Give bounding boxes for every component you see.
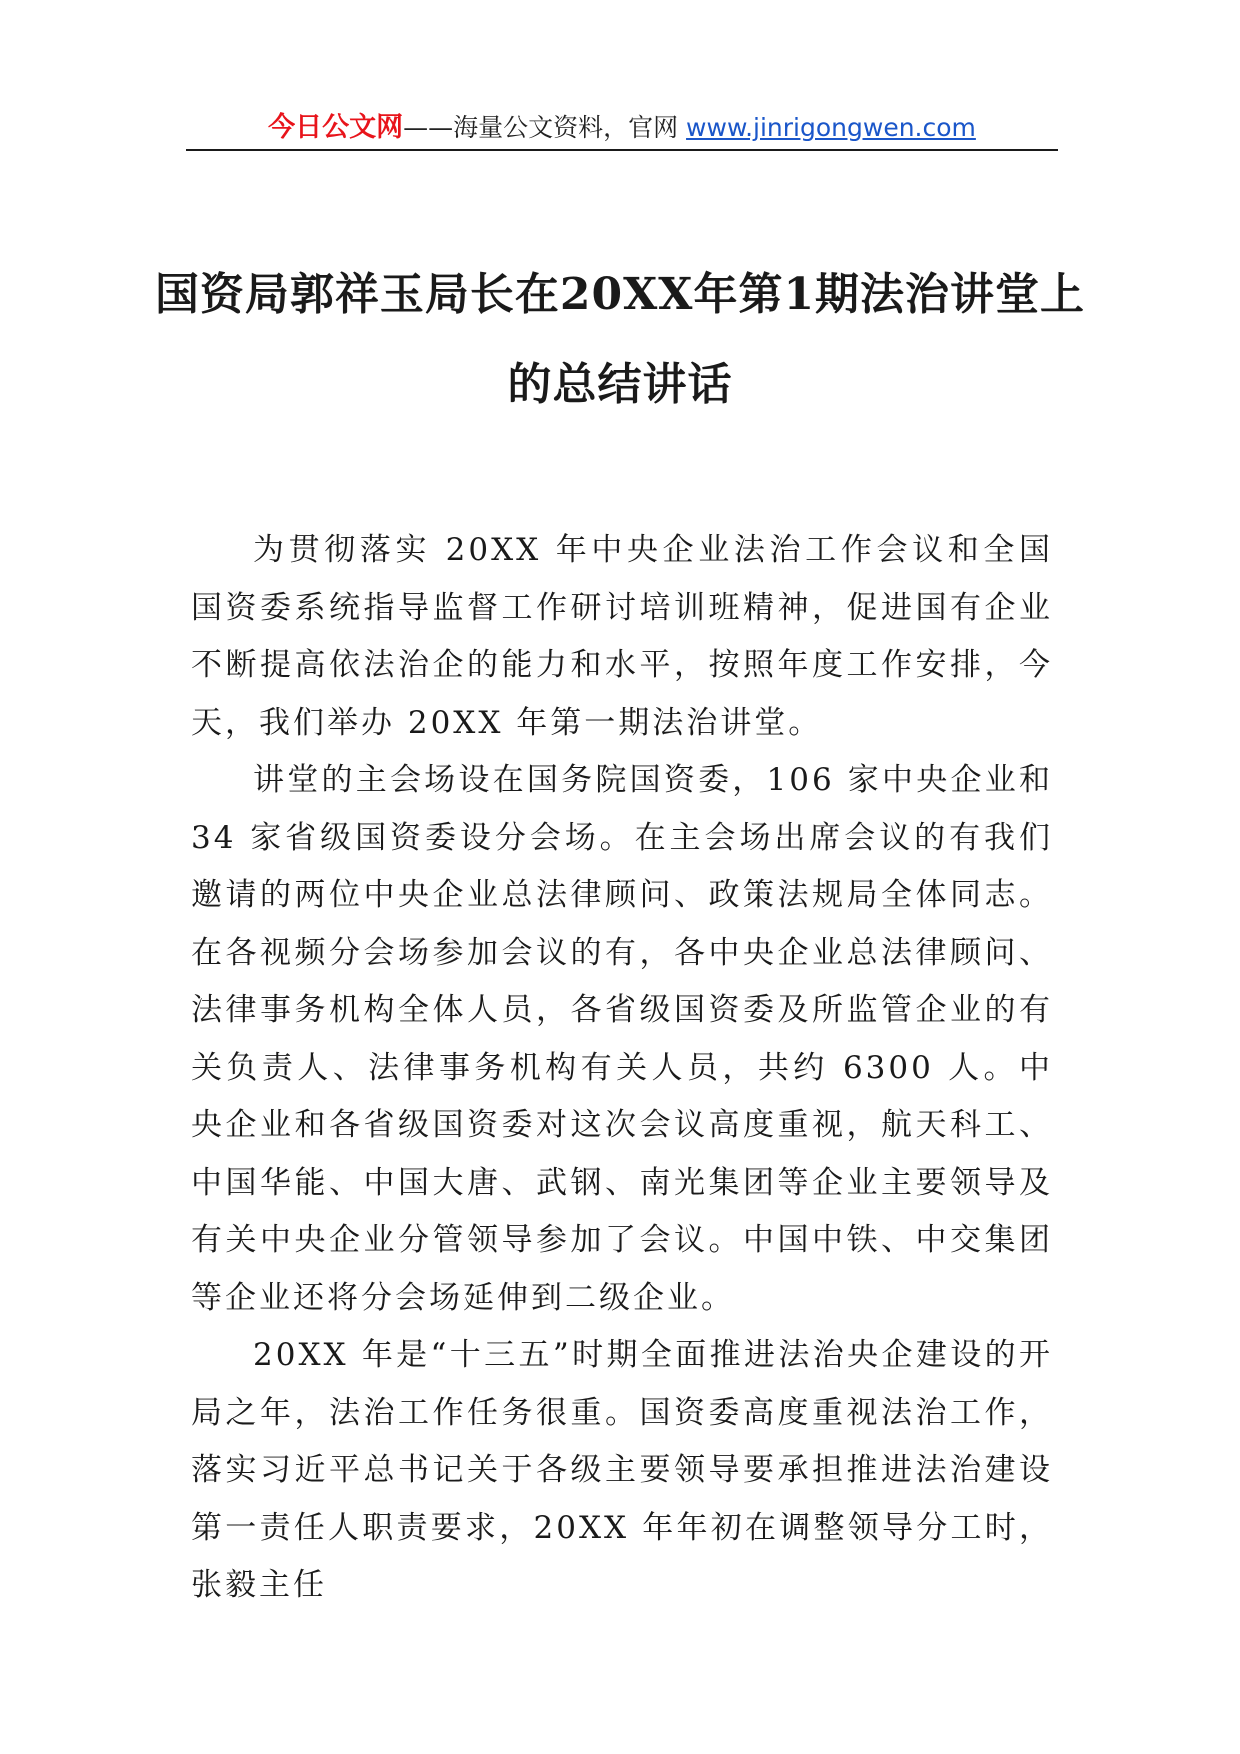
site-tagline: ——海量公文资料，官网 xyxy=(403,113,687,142)
site-url-link[interactable]: www.jinrigongwen.com xyxy=(686,113,976,142)
document-title: 国资局郭祥玉局长在20XX年第1期法治讲堂上的总结讲话 xyxy=(154,269,1086,410)
paragraph-1: 为贯彻落实 20XX 年中央企业法治工作会议和全国国资委系统指导监督工作研讨培训班精神，促进国有企业不断提高依法治企的能力和水平，按照年度工作安排，今天，我们举办 20XX 年第一期法治讲堂。 xyxy=(191,532,1053,741)
document-body xyxy=(191,522,1053,1615)
paragraph-3: 20XX 年是“十三五”时期全面推进法治央企建设的开局之年，法治工作任务很重。国资委高度重视法治工作，落实习近平总书记关于各级主要领导要承担推进法治建设第一责任人职责要求，20XX 年年初在调整领导分工时，张毅主任 xyxy=(191,1337,1053,1603)
site-header xyxy=(186,108,1058,148)
paragraph-2: 讲堂的主会场设在国务院国资委，106 家中央企业和 34 家省级国资委设分会场。在主会场出席会议的有我们邀请的两位中央企业总法律顾问、政策法规局全体同志。在各视频分会场参加会议的有，各中央企业总法律顾问、法律事务机构全体人员，各省级国资委及所监管企业的有关负责人、法律事务机构有关人员，共约 6300 人。中央企业和各省级国资委对这次会议高度重视，航天科工、中国华能、中国大唐、武钢、南光集团等企业主要领导及有关中央企业分管领导参加了会议。中国中铁、中交集团等企业还将分会场延伸到二级企业。 xyxy=(191,762,1053,1316)
site-brand[interactable]: 今日公文网 xyxy=(268,112,404,143)
header-divider xyxy=(186,149,1058,151)
